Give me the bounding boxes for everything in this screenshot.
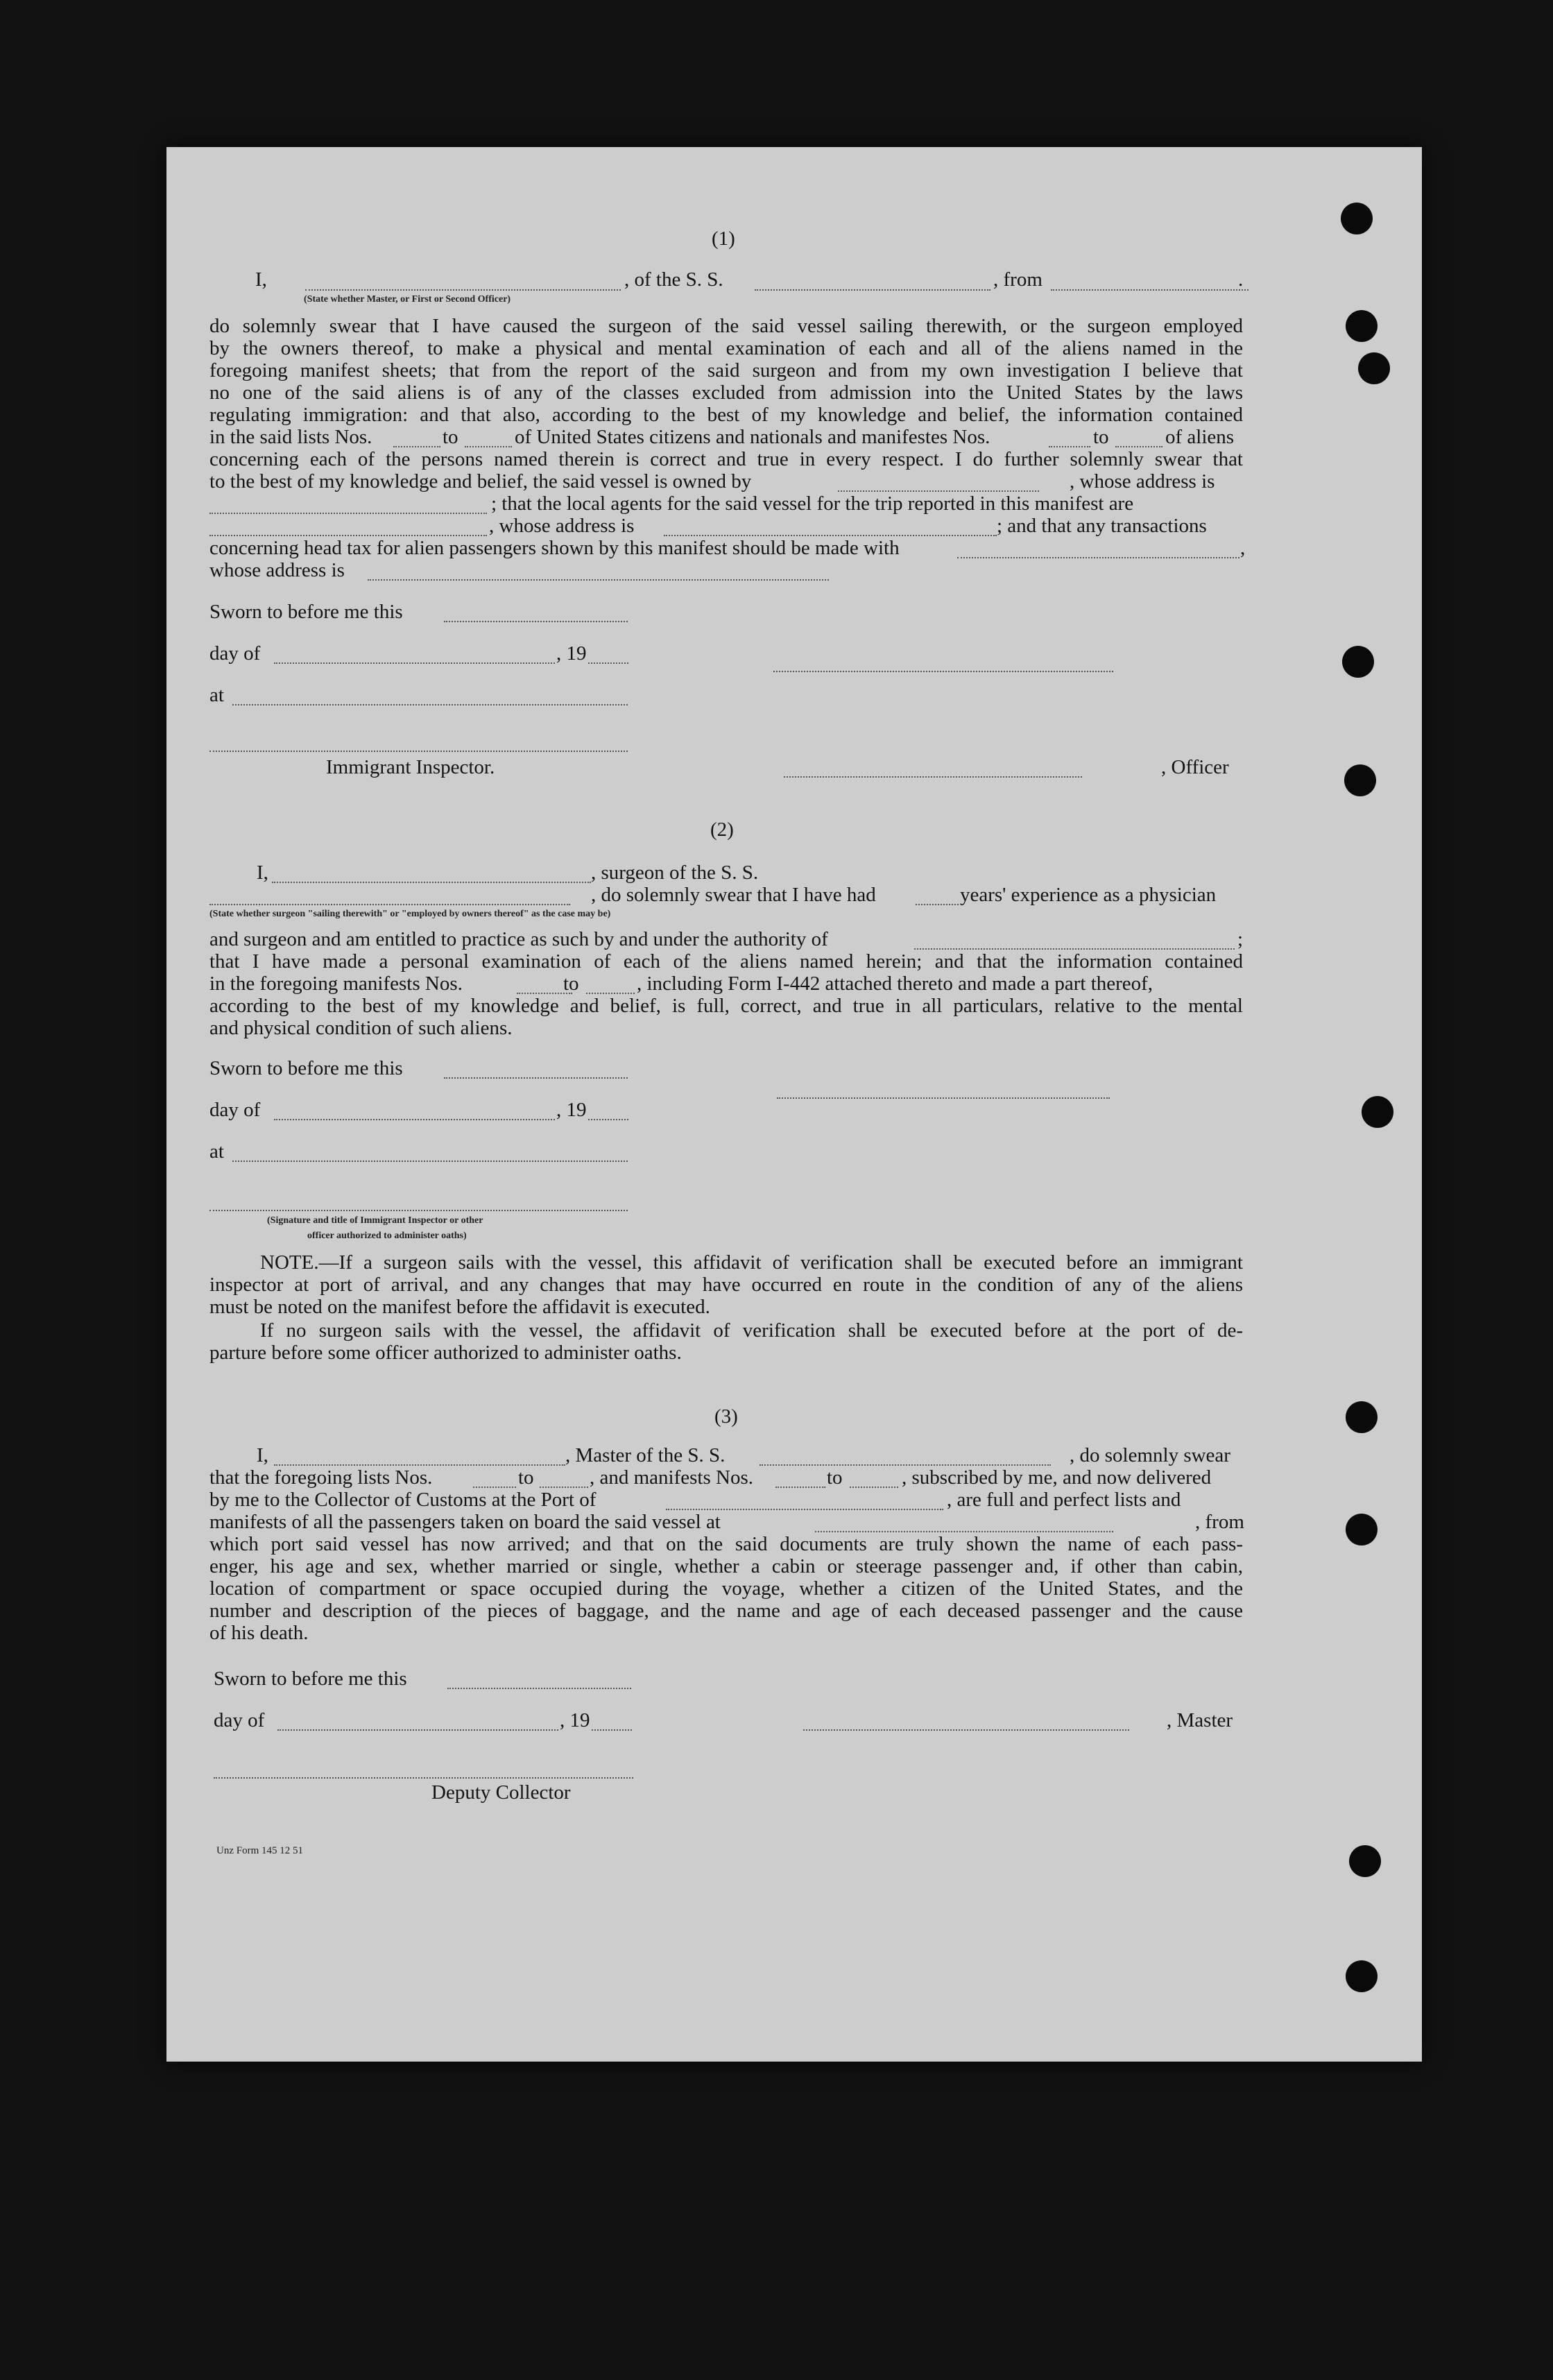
form-number: Unz Form 145 12 51 <box>216 1845 303 1856</box>
section-3-i: I, <box>257 1444 268 1466</box>
s2-manifests-to-field[interactable] <box>586 993 635 994</box>
vessel-name-field[interactable] <box>755 289 990 291</box>
section-1-i: I, <box>255 268 267 291</box>
punch-hole <box>1358 352 1390 384</box>
s2-at-field[interactable] <box>232 1161 628 1162</box>
s3-day-of: day of <box>214 1709 265 1731</box>
s2-para-line: and physical condition of such aliens. <box>209 1017 513 1039</box>
s1-agent-address-label: , whose address is <box>489 515 635 537</box>
s1-comma: , <box>1240 537 1246 559</box>
manifests-to-field[interactable] <box>1115 446 1162 447</box>
s1-para-line: no one of the said aliens is of any of the classes excluded from admission into the United States by the laws <box>209 382 1243 404</box>
s1-para-line: concerning each of the persons named therein is correct and true in every respect. I do further solemnly swear that <box>209 448 1243 470</box>
s2-para-line: according to the best of my knowledge and belief, is full, correct, and true in all particulars, relative to the mental <box>209 995 1243 1017</box>
s3-lists: that the foregoing lists Nos. <box>209 1466 433 1489</box>
embarkation-port-field[interactable] <box>815 1531 1113 1532</box>
s2-sworn-date-field[interactable] <box>444 1077 628 1079</box>
s2-at: at <box>209 1140 224 1163</box>
s3-para-line: of his death. <box>209 1622 309 1644</box>
s1-sworn: Sworn to before me this <box>209 601 403 623</box>
section-1-period: . <box>1238 268 1244 291</box>
s3-manifests: , and manifests Nos. <box>590 1466 753 1489</box>
section-3-heading: (3) <box>714 1405 738 1428</box>
s3-solemnly-swear: , do solemnly swear <box>1070 1444 1230 1466</box>
surgeon-status-field[interactable] <box>209 904 570 905</box>
s1-year-field[interactable] <box>588 662 628 664</box>
s1-inspector-label: Immigrant Inspector. <box>326 756 495 778</box>
master-signature-line[interactable] <box>803 1729 1129 1731</box>
s1-officer-signature-line[interactable] <box>773 671 1113 672</box>
s3-master-of-ss: , Master of the S. S. <box>565 1444 726 1466</box>
s2-semicolon: ; <box>1237 928 1244 950</box>
note-line: must be noted on the manifest before the affidavit is executed. <box>209 1296 710 1318</box>
master-name-field[interactable] <box>274 1464 565 1466</box>
head-tax-contact-field[interactable] <box>957 557 1239 558</box>
head-tax-address-field[interactable] <box>368 579 829 581</box>
s3-deputy-collector: Deputy Collector <box>431 1781 571 1804</box>
s3-year: , 19 <box>560 1709 590 1731</box>
s1-officer-line[interactable] <box>784 776 1082 778</box>
punch-hole <box>1346 1514 1378 1546</box>
s1-head-tax: concerning head tax for alien passengers shown by this manifest should be made with <box>209 537 900 559</box>
s1-at-field[interactable] <box>232 704 628 705</box>
s3-month-field[interactable] <box>277 1729 558 1731</box>
s1-day-of: day of <box>209 642 261 665</box>
s2-surgeon-signature-line[interactable] <box>777 1097 1110 1099</box>
s2-year-field[interactable] <box>588 1119 628 1120</box>
years-experience-field[interactable] <box>916 904 959 905</box>
s3-lists-to: to <box>518 1466 534 1489</box>
s1-month-field[interactable] <box>274 662 555 664</box>
punch-hole <box>1362 1096 1393 1128</box>
s3-para-line: number and description of the pieces of baggage, and the name and age of each deceased passenger and the cause <box>209 1600 1243 1622</box>
s3-sworn-date-field[interactable] <box>447 1688 631 1689</box>
s2-form-i442: , including Form I-442 attached thereto and made a part thereof, <box>637 973 1153 995</box>
note-line: NOTE.—If a surgeon sails with the vessel, this affidavit of verification shall be executed before an immigrant <box>260 1251 1243 1274</box>
punch-hole <box>1346 1401 1378 1433</box>
s3-from: , from <box>1195 1511 1244 1533</box>
collector-signature-line[interactable] <box>214 1777 633 1779</box>
s2-signature-note: officer authorized to administer oaths) <box>307 1231 467 1241</box>
s1-para-line: by the owners thereof, to make a physical and mental examination of each and all of the aliens named in the <box>209 337 1243 359</box>
s2-years-experience: years' experience as a physician <box>960 884 1217 906</box>
s1-whose-address: whose address is <box>209 559 345 581</box>
s1-owned-by: to the best of my knowledge and belief, the said vessel is owned by <box>209 470 752 493</box>
section-1-heading: (1) <box>712 228 735 250</box>
section-1-of-ss: , of the S. S. <box>624 268 723 291</box>
section-1-from: , from <box>993 268 1043 291</box>
s1-officer-label: , Officer <box>1161 756 1229 778</box>
s3-year-field[interactable] <box>592 1729 632 1731</box>
s3-lists-to-field[interactable] <box>540 1487 588 1488</box>
s3-collector: by me to the Collector of Customs at the Port of <box>209 1489 597 1511</box>
s2-day-of: day of <box>209 1099 261 1121</box>
officer-rank-field[interactable] <box>305 289 621 291</box>
punch-hole <box>1341 203 1373 234</box>
s2-inspector-signature-line[interactable] <box>209 1210 628 1211</box>
s3-manifests-to-field[interactable] <box>850 1487 898 1488</box>
s1-sworn-date-field[interactable] <box>444 621 628 622</box>
authority-field[interactable] <box>914 948 1235 950</box>
s3-sworn: Sworn to before me this <box>214 1668 407 1690</box>
surgeon-status-note: (State whether surgeon "sailing therewith" or "employed by owners thereof" as the case may be) <box>209 909 611 919</box>
s1-year: , 19 <box>556 642 587 665</box>
s1-of-aliens: of aliens <box>1165 426 1235 448</box>
s1-inspector-signature-line[interactable] <box>209 751 628 752</box>
s2-surgeon-of-ss: , surgeon of the S. S. <box>591 862 759 884</box>
s2-authority: and surgeon and am entitled to practice as such by and under the authority of <box>209 928 828 950</box>
agent-address-field[interactable] <box>664 535 997 536</box>
s2-signature-note: (Signature and title of Immigrant Inspector or other <box>267 1215 483 1226</box>
punch-hole <box>1342 646 1374 678</box>
note-line: inspector at port of arrival, and any changes that may have occurred en route in the condition of any of the aliens <box>209 1274 1243 1296</box>
s3-master-label: , Master <box>1167 1709 1233 1731</box>
local-agents-field[interactable] <box>209 535 487 536</box>
s2-manifests: in the foregoing manifests Nos. <box>209 973 463 995</box>
s1-at: at <box>209 684 224 706</box>
s3-taken-on-board: manifests of all the passengers taken on board the said vessel at <box>209 1511 721 1533</box>
form-page <box>166 147 1422 2062</box>
s1-para-line: regulating immigration: and that also, according to the best of my knowledge and belief, the information contained <box>209 404 1243 426</box>
punch-hole <box>1346 310 1378 342</box>
s1-owner-address-label: , whose address is <box>1070 470 1215 493</box>
section-2-i: I, <box>257 862 268 884</box>
s3-para-line: enger, his age and sex, whether married or single, whether a cabin or steerage passenger and, if other than cabin, <box>209 1555 1243 1577</box>
s1-para-line: do solemnly swear that I have caused the surgeon of the said vessel sailing therewith, or the surgeon employed <box>209 315 1243 337</box>
officer-rank-note: (State whether Master, or First or Second Officer) <box>304 294 511 305</box>
owner-field[interactable] <box>838 490 1039 492</box>
s3-vessel-field[interactable] <box>760 1464 1051 1466</box>
s1-manifests-text: of United States citizens and nationals and manifestes Nos. <box>515 426 990 448</box>
port-field[interactable] <box>666 1509 943 1510</box>
s2-to: to <box>563 973 579 995</box>
s1-lists-to: to <box>443 426 458 448</box>
lists-to-field[interactable] <box>465 446 512 447</box>
owner-address-field[interactable] <box>209 513 487 514</box>
s2-sworn: Sworn to before me this <box>209 1057 403 1079</box>
s3-subscribed: , subscribed by me, and now delivered <box>902 1466 1212 1489</box>
manifests-from-field[interactable] <box>1049 446 1090 447</box>
punch-hole <box>1349 1845 1381 1877</box>
s3-manifests-from-field[interactable] <box>775 1487 825 1488</box>
s3-full-perfect: , are full and perfect lists and <box>947 1489 1181 1511</box>
s2-month-field[interactable] <box>274 1119 555 1120</box>
lists-from-field[interactable] <box>393 446 440 447</box>
s1-manifests-to: to <box>1093 426 1109 448</box>
s2-para-line: that I have made a personal examination of each of the aliens named herein; and that the information contained <box>209 950 1243 973</box>
surgeon-name-field[interactable] <box>272 882 591 883</box>
note-line: parture before some officer authorized to administer oaths. <box>209 1342 682 1364</box>
s1-para-line: foregoing manifest sheets; that from the report of the said surgeon and from my own investigation I believe that <box>209 359 1243 382</box>
from-port-field[interactable] <box>1051 289 1249 291</box>
note-line: If no surgeon sails with the vessel, the affidavit of verification shall be executed before at the port of de- <box>260 1319 1243 1342</box>
s1-lists-text: in the said lists Nos. <box>209 426 372 448</box>
punch-hole <box>1344 764 1376 796</box>
s1-local-agents: ; that the local agents for the said vessel for the trip reported in this manifest are <box>491 493 1134 515</box>
s3-para-line: location of compartment or space occupied during the voyage, whether a citizen of the United States, and the <box>209 1577 1243 1600</box>
punch-hole <box>1346 1960 1378 1992</box>
s2-solemnly-swear: , do solemnly swear that I have had <box>591 884 876 906</box>
section-2-heading: (2) <box>710 819 734 841</box>
s3-para-line: which port said vessel has now arrived; and that on the said documents are truly shown the name of each pass- <box>209 1533 1243 1555</box>
s1-transactions: ; and that any transactions <box>997 515 1207 537</box>
s3-lists-from-field[interactable] <box>473 1487 516 1488</box>
s2-year: , 19 <box>556 1099 587 1121</box>
s3-manifests-to: to <box>827 1466 843 1489</box>
